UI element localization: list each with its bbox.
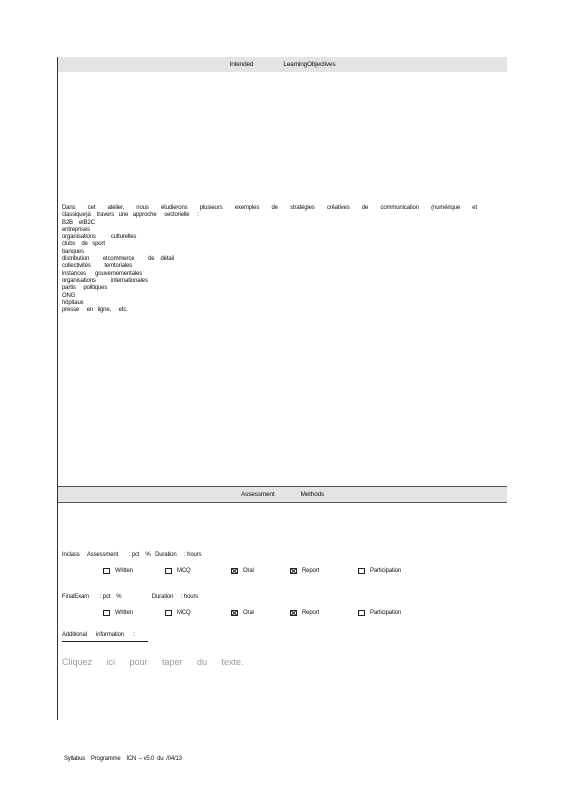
inclass-mcq-checkbox[interactable] — [165, 568, 191, 574]
inclass-assessment-label: Inclass Assessment : pct % Duration : hours — [62, 552, 202, 558]
option-label: Report — [302, 568, 320, 574]
option-label: Written — [115, 610, 133, 616]
objectives-line: presse en ligne, etc. — [62, 307, 128, 314]
objectives-line: clubs de sport — [62, 241, 105, 248]
option-label: Participation — [370, 568, 402, 574]
final-exam-label: FinalExam : pct % Duration : hours — [62, 594, 199, 600]
checkbox-checked-icon — [231, 610, 238, 616]
objectives-line: partis politiques — [62, 285, 108, 292]
checkbox-unchecked-icon — [358, 610, 365, 616]
objectives-line: instances gouvernementales — [62, 270, 143, 277]
checkbox-checked-icon — [231, 568, 238, 574]
final-participation-checkbox[interactable] — [358, 610, 401, 616]
checkbox-unchecked-icon — [103, 568, 110, 574]
checkbox-unchecked-icon — [165, 610, 172, 616]
final-oral-checkbox[interactable] — [231, 610, 254, 616]
objectives-text — [62, 205, 482, 314]
objectives-line: organisations culturelles — [62, 234, 137, 241]
objectives-line: ONG — [62, 292, 76, 299]
checkbox-checked-icon — [290, 610, 297, 616]
inclass-report-checkbox[interactable] — [290, 568, 319, 574]
objectives-line: organisations internationales — [62, 277, 148, 284]
option-label: MCQ — [177, 568, 191, 574]
final-written-checkbox[interactable] — [103, 610, 133, 616]
objectives-heading-word-2: LearningObjectives — [283, 61, 336, 68]
assessment-heading-word-2: Methods — [300, 491, 324, 498]
option-label: Oral — [243, 610, 254, 616]
additional-information-field[interactable]: Cliquez ici pour taper du texte. — [62, 657, 244, 667]
checkbox-unchecked-icon — [358, 568, 365, 574]
option-label: Report — [302, 610, 320, 616]
inclass-written-checkbox[interactable] — [103, 568, 133, 574]
objectives-line: distribution etcommerce de détail — [62, 256, 174, 263]
objectives-section-header — [58, 57, 507, 72]
objectives-heading-word-1: Intended — [229, 61, 254, 68]
additional-information-label: Additional information : — [62, 632, 135, 638]
left-margin-rule — [57, 57, 58, 720]
option-label: Oral — [243, 568, 254, 574]
option-label: Written — [115, 568, 133, 574]
objectives-line: banques — [62, 248, 84, 255]
objectives-line: entreprises — [62, 226, 91, 233]
objectives-line: B2B etB2C — [62, 219, 95, 226]
objectives-line: hôpitaux — [62, 299, 84, 306]
inclass-oral-checkbox[interactable] — [231, 568, 254, 574]
checkbox-unchecked-icon — [165, 568, 172, 574]
objectives-line: collectivités territoriales — [62, 263, 133, 270]
assessment-section-header — [58, 486, 507, 503]
additional-information-underline — [62, 641, 148, 642]
inclass-participation-checkbox[interactable] — [358, 568, 401, 574]
checkbox-checked-icon — [290, 568, 297, 574]
option-label: MCQ — [177, 610, 191, 616]
objectives-line: classique)à travers une approche sectorielle : — [62, 212, 199, 219]
final-mcq-checkbox[interactable] — [165, 610, 191, 616]
page-footer: Syllabus Programme ICN – v5.0 du /04/13 — [64, 756, 182, 762]
assessment-heading-word-1: Assessment — [241, 491, 275, 498]
final-report-checkbox[interactable] — [290, 610, 319, 616]
option-label: Participation — [370, 610, 402, 616]
objectives-intro: Dans cet atelier, nous étudierons plusieurs exemples de stratégies créatives de communication (numérique et — [62, 205, 477, 211]
checkbox-unchecked-icon — [103, 610, 110, 616]
